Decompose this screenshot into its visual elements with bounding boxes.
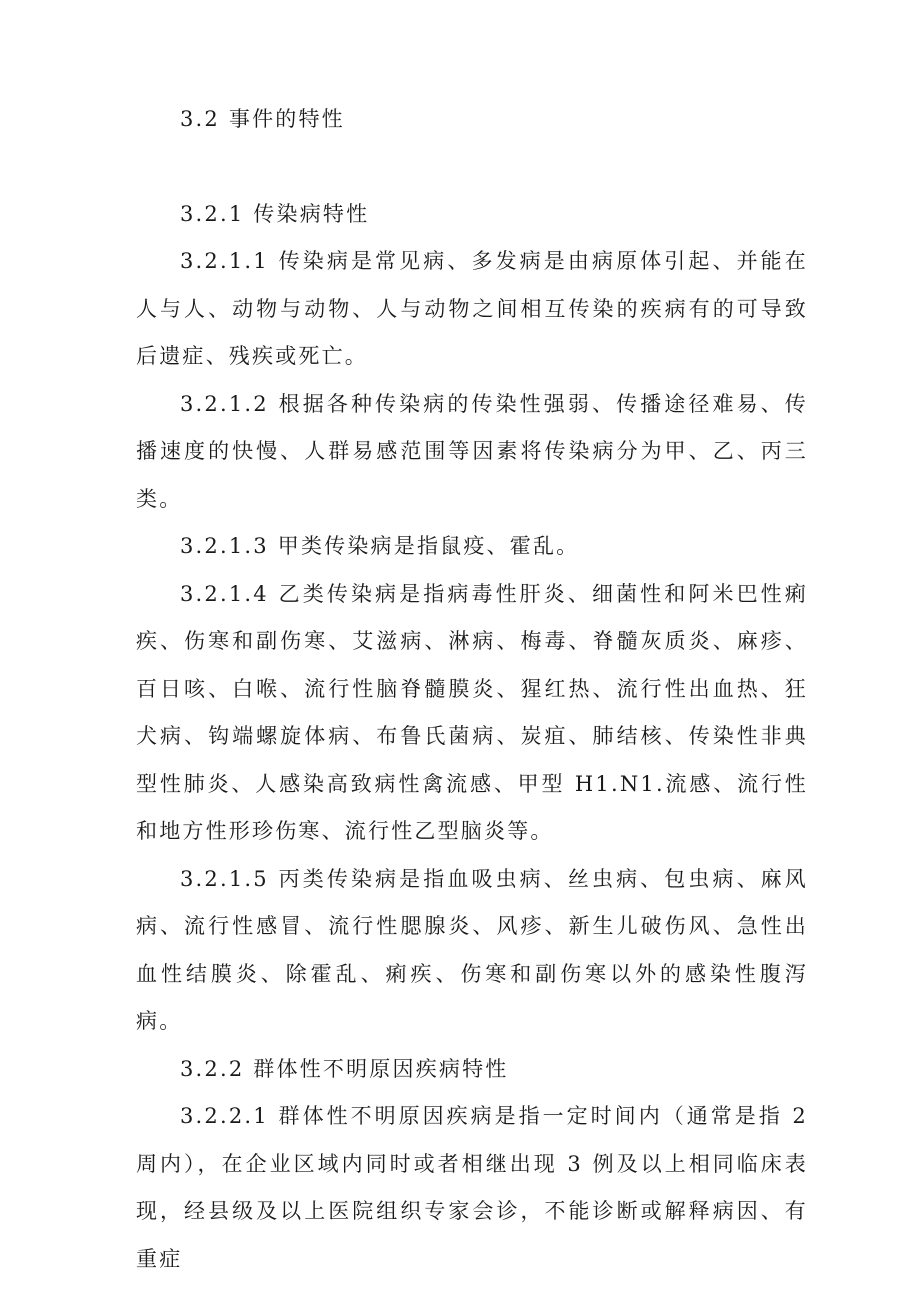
section-heading: 3.2 事件的特性: [180, 107, 345, 131]
paragraph-3-2-1-2: 3.2.1.2 根据各种传染病的传染性强弱、传播途径难易、传播速度的快慢、人群易感范围等因素将传染病分为甲、乙、丙三类。: [136, 391, 808, 511]
paragraph-3-2-2-1: 3.2.2.1 群体性不明原因疾病是指一定时间内（通常是指 2 周内），在企业区域内同时或者相继出现 3 例及以上相同临床表现，经县级及以上医院组织专家会诊，不能诊断或解释病因、有重症: [136, 1104, 808, 1271]
paragraph-3-2-1-4: 3.2.1.4 乙类传染病是指病毒性肝炎、细菌性和阿米巴性痢疾、伤寒和副伤寒、艾滋病、淋病、梅毒、脊髓灰质炎、麻疹、百日咳、白喉、流行性脑脊髓膜炎、猩红热、流行性出血热、狂犬病、钩端螺旋体病、布鲁氏菌病、炭疽、肺结核、传染性非典型性肺炎、人感染高致病性禽流感、甲型 H1.N1.流感、流行性和地方性形珍伤寒、流行性乙型脑炎等。: [136, 581, 808, 843]
paragraph-3-2-1-5: 3.2.1.5 丙类传染病是指血吸虫病、丝虫病、包虫病、麻风病、流行性感冒、流行性腮腺炎、风疹、新生儿破伤风、急性出血性结膜炎、除霍乱、痢疾、伤寒和副伤寒以外的感染性腹泻病。: [136, 866, 808, 1033]
subsection-heading-infectious-disease: 3.2.1 传染病特性: [180, 201, 370, 226]
document-body: [136, 96, 808, 1283]
subsection-heading-unknown-cause-disease: 3.2.2 群体性不明原因疾病特性: [180, 1056, 509, 1081]
paragraph-3-2-1-1: 3.2.1.1 传染病是常见病、多发病是由病原体引起、并能在人与人、动物与动物、人与动物之间相互传染的疾病有的可导致后遗症、残疾或死亡。: [136, 249, 808, 368]
paragraph-3-2-1-3: 3.2.1.3 甲类传染病是指鼠疫、霍乱。: [180, 534, 580, 558]
